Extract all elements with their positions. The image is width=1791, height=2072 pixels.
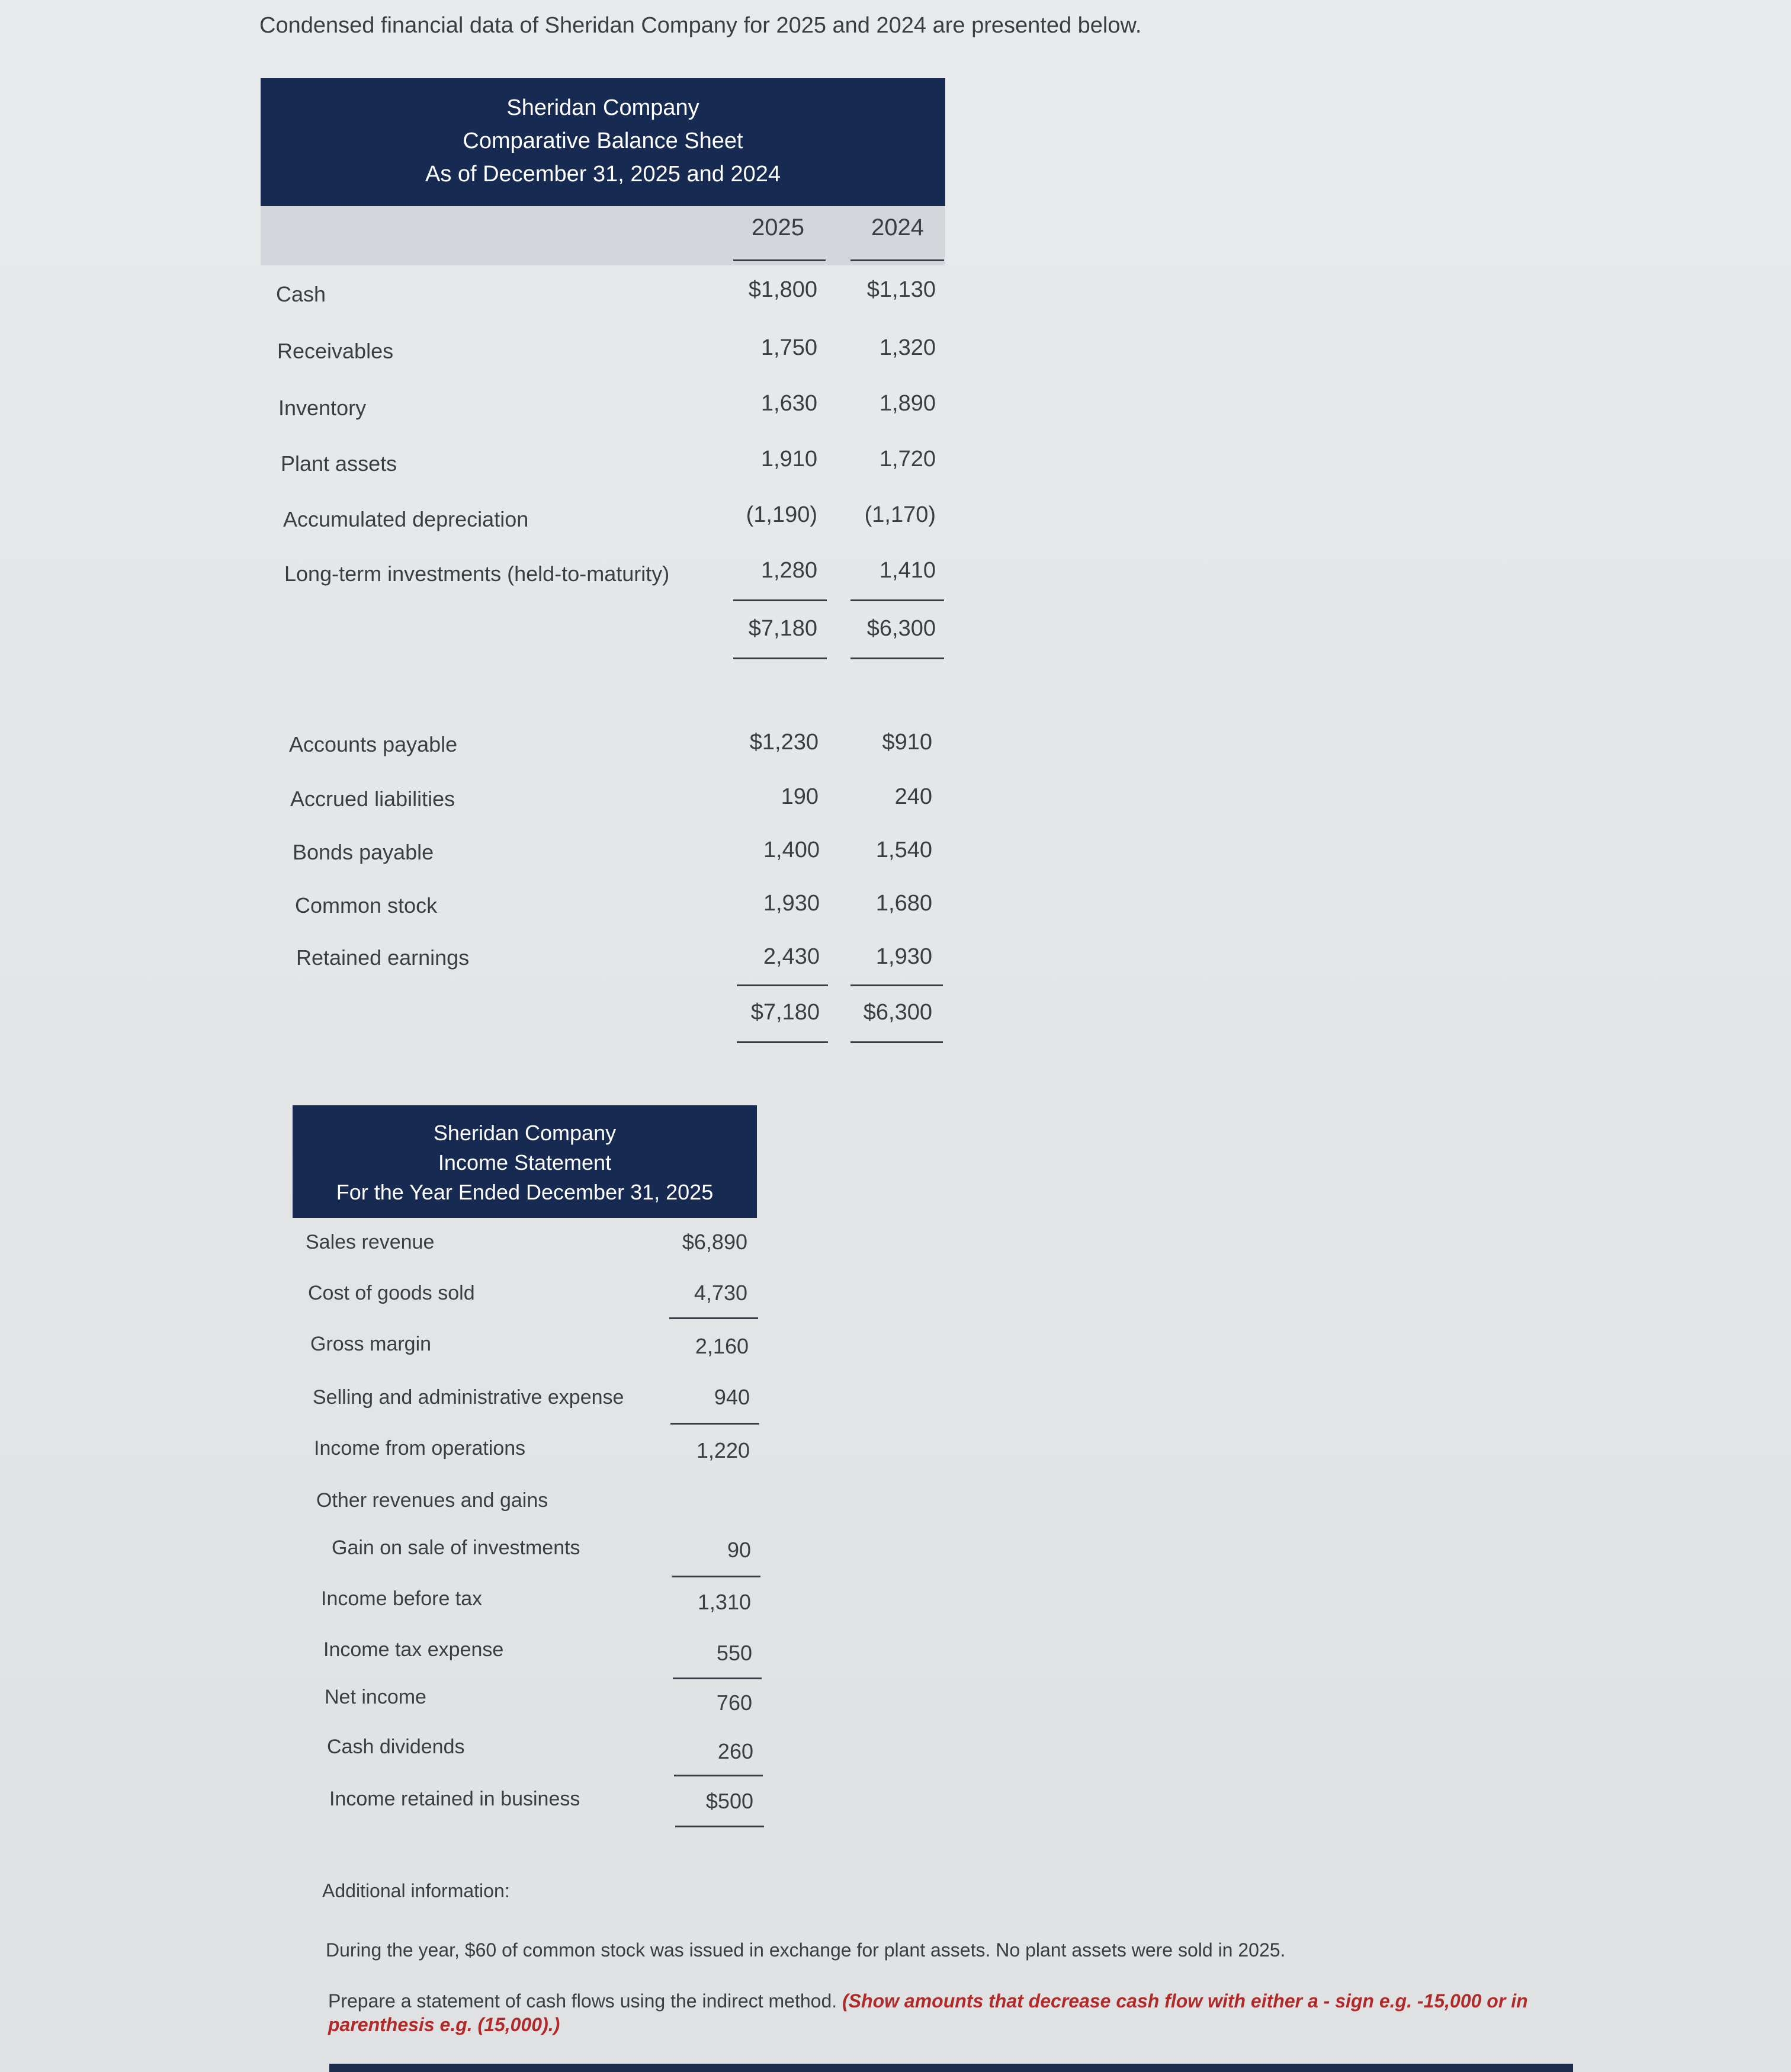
- income-statement-period: For the Year Ended December 31, 2025: [336, 1180, 714, 1204]
- is-row-label: Cost of goods sold: [308, 1282, 475, 1304]
- liab-total-2024-underline: [850, 1041, 943, 1043]
- is-row-label: Gross margin: [310, 1333, 432, 1355]
- assets-total-2025-underline: [733, 657, 827, 659]
- is-row-label: Income tax expense: [323, 1638, 504, 1661]
- is-row-value: 1,310: [697, 1590, 751, 1614]
- liab-2025-rule: [737, 984, 828, 986]
- is-row-value: 1,220: [696, 1438, 750, 1462]
- value-2025: $1,800: [748, 277, 817, 302]
- value-2024: $1,130: [866, 277, 936, 302]
- assets-total-2024: $6,300: [866, 616, 936, 641]
- value-2025: 2,430: [763, 944, 820, 969]
- assets-total-2024-underline: [850, 657, 944, 659]
- column-2025-rule: [733, 259, 826, 261]
- value-2024: (1,170): [864, 502, 936, 527]
- instruction-main: Prepare a statement of cash flows using the indirect method.: [328, 1990, 837, 2012]
- value-2025: 1,400: [763, 838, 820, 862]
- is-row-label: Other revenues and gains: [316, 1489, 548, 1512]
- balance-sheet-date: As of December 31, 2025 and 2024: [425, 162, 781, 187]
- value-2024: 1,540: [875, 838, 932, 862]
- column-2024-rule: [850, 259, 944, 261]
- value-2024: 240: [894, 784, 932, 809]
- assets-2025-rule: [733, 599, 827, 601]
- value-2024: 1,930: [875, 944, 932, 969]
- income-statement-company: Sheridan Company: [433, 1121, 617, 1145]
- value-2025: (1,190): [746, 502, 817, 527]
- row-label: Plant assets: [281, 451, 397, 476]
- instruction-text: [328, 1989, 1548, 2036]
- value-2025: 190: [781, 784, 819, 809]
- is-row-value: 90: [727, 1538, 751, 1562]
- value-2025: 1,910: [760, 447, 817, 472]
- is-row-label: Sales revenue: [306, 1231, 435, 1253]
- additional-info-heading: Additional information:: [322, 1880, 510, 1901]
- value-2025: 1,930: [763, 891, 820, 916]
- liab-total-2025-underline: [737, 1041, 828, 1043]
- assets-total-2025: $7,180: [748, 616, 817, 641]
- is-row-value: 760: [716, 1691, 752, 1715]
- is-row-label: Selling and administrative expense: [313, 1386, 624, 1409]
- row-label: Retained earnings: [296, 945, 470, 970]
- is-rule: [670, 1423, 759, 1425]
- is-row-value: 2,160: [695, 1334, 749, 1358]
- is-row-value: 4,730: [694, 1281, 747, 1305]
- value-2024: $910: [882, 730, 932, 755]
- balance-sheet-header: [261, 78, 945, 206]
- is-rule: [675, 1826, 764, 1827]
- value-2025: 1,280: [760, 558, 817, 583]
- value-2024: 1,720: [879, 447, 936, 472]
- instruction-note: (Show amounts that decrease cash flow with either a - sign e.g. -15,000 or in parenthesis e.g. (15,000).): [328, 1990, 1528, 2035]
- row-label: Long-term investments (held-to-maturity): [284, 562, 670, 586]
- assets-2024-rule: [850, 599, 944, 601]
- is-row-value: 550: [716, 1641, 752, 1665]
- is-row-label: Cash dividends: [327, 1736, 465, 1758]
- value-2024: 1,410: [879, 558, 936, 583]
- is-row-label: Gain on sale of investments: [332, 1537, 580, 1559]
- intro-text: Condensed financial data of Sheridan Company for 2025 and 2024 are presented below.: [259, 13, 1142, 38]
- is-row-value: 260: [717, 1739, 753, 1763]
- bottom-bar: [329, 2064, 1573, 2072]
- value-2025: 1,630: [760, 391, 817, 416]
- is-row-value: $6,890: [682, 1230, 747, 1254]
- liab-2024-rule: [850, 984, 943, 986]
- is-rule: [673, 1678, 762, 1679]
- liab-total-2025: $7,180: [750, 1000, 820, 1025]
- is-row-label: Income before tax: [321, 1587, 483, 1610]
- value-2024: 1,890: [879, 391, 936, 416]
- value-2025: $1,230: [749, 730, 819, 755]
- is-row-value: 940: [714, 1385, 750, 1409]
- is-row-label: Income from operations: [314, 1437, 526, 1460]
- value-2024: 1,320: [879, 335, 936, 360]
- additional-info-text: During the year, $60 of common stock was issued in exchange for plant assets. No plant assets were sold in 2025.: [326, 1939, 1286, 1961]
- income-statement-header: [293, 1105, 757, 1218]
- row-label: Receivables: [277, 339, 394, 363]
- is-rule: [672, 1576, 760, 1577]
- balance-sheet-company: Sheridan Company: [506, 95, 699, 120]
- liab-total-2024: $6,300: [863, 1000, 932, 1025]
- value-2025: 1,750: [760, 335, 817, 360]
- is-row-label: Net income: [325, 1686, 426, 1708]
- row-label: Cash: [276, 282, 326, 306]
- row-label: Accumulated depreciation: [283, 507, 529, 531]
- is-rule: [674, 1775, 763, 1776]
- is-row-label: Income retained in business: [329, 1788, 580, 1810]
- balance-sheet-title: Comparative Balance Sheet: [463, 129, 743, 153]
- row-label: Bonds payable: [293, 840, 434, 864]
- row-label: Accrued liabilities: [290, 787, 455, 811]
- row-label: Inventory: [278, 396, 367, 420]
- row-label: Common stock: [295, 893, 438, 918]
- column-2024-header: 2024: [871, 214, 924, 240]
- is-row-value: $500: [705, 1789, 753, 1813]
- is-rule: [669, 1317, 758, 1319]
- row-label: Accounts payable: [289, 732, 458, 756]
- value-2024: 1,680: [875, 891, 932, 916]
- income-statement-title: Income Statement: [438, 1150, 612, 1175]
- column-2025-header: 2025: [752, 214, 804, 240]
